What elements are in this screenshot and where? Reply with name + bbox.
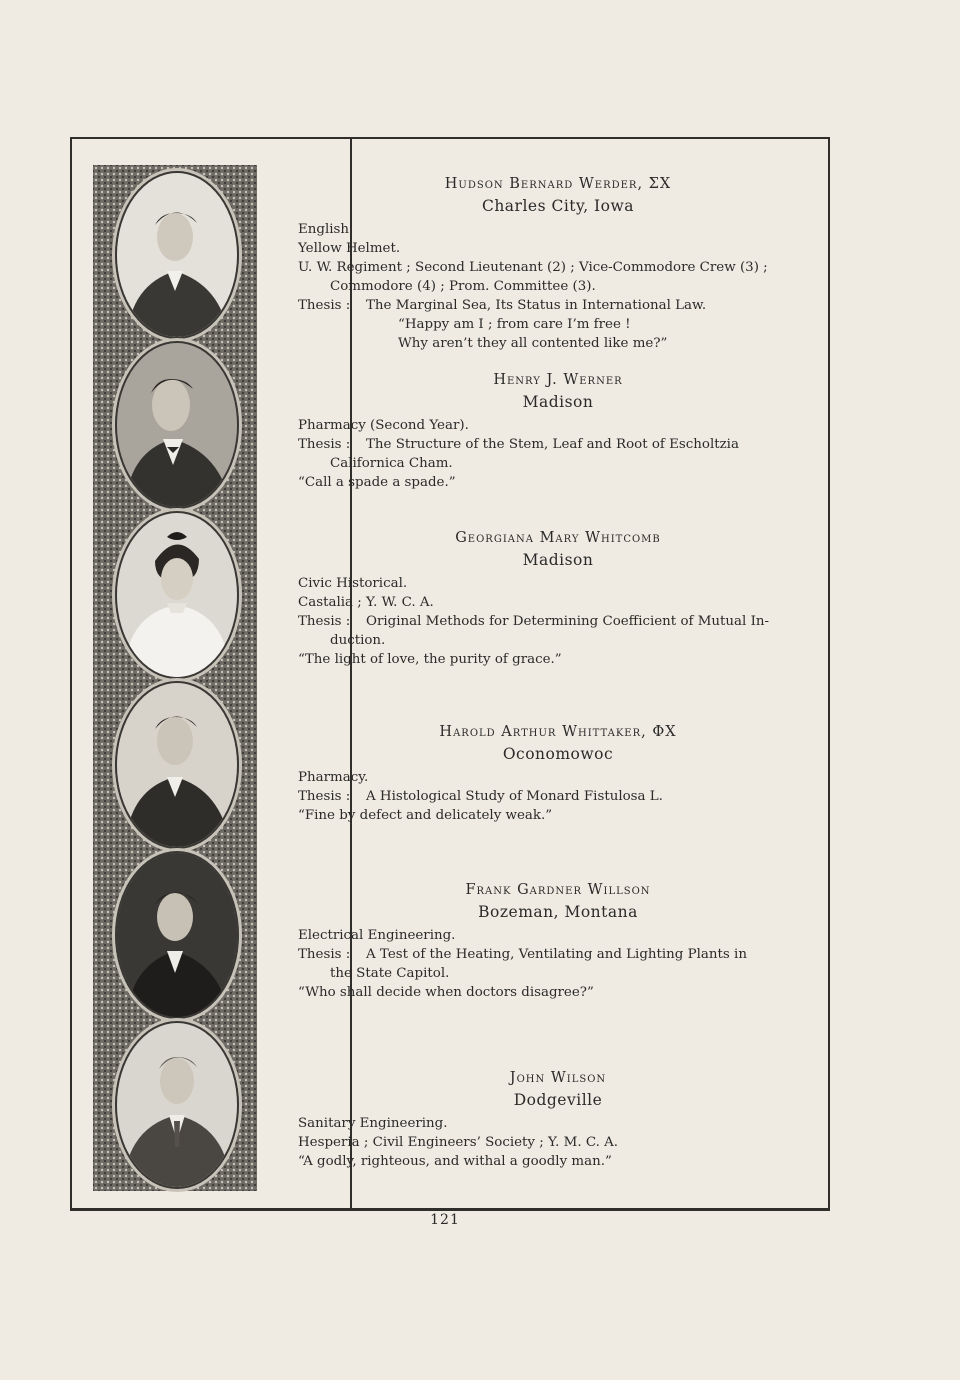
thesis-continuation: duction. <box>330 633 386 648</box>
entry-town: Dodgeville <box>513 1091 603 1109</box>
page-number: 121 <box>430 1212 460 1228</box>
entry-town: Bozeman, Montana <box>478 903 638 921</box>
entry-name: Hudson Bernard Werder, ΣX <box>444 176 672 192</box>
entry-town: Madison <box>522 551 594 569</box>
portrait-wilson <box>115 1021 239 1189</box>
entry-line: Civic Historical. <box>298 576 408 591</box>
entry-line: Pharmacy (Second Year). <box>298 418 469 433</box>
entry-werner <box>298 371 818 492</box>
thesis-text: A Histological Study of Monard Fistulosa L. <box>366 789 663 804</box>
entry-name: Frank Gardner Willson <box>465 882 651 898</box>
entry-line: Electrical Engineering. <box>298 928 456 943</box>
entry-thesis <box>298 296 818 315</box>
entry-thesis <box>298 435 818 454</box>
thesis-text: The Marginal Sea, Its Status in International Law. <box>366 298 707 313</box>
thesis-label: Thesis : <box>298 437 351 452</box>
thesis-label: Thesis : <box>298 614 351 629</box>
entry-thesis <box>298 787 818 806</box>
entry-quote: Why aren’t they all contented like me?” <box>398 336 668 351</box>
entry-quote: “The light of love, the purity of grace.” <box>298 652 562 667</box>
thesis-label: Thesis : <box>298 298 351 313</box>
thesis-continuation: Californica Cham. <box>330 456 453 471</box>
entry-werder <box>298 175 818 353</box>
thesis-label: Thesis : <box>298 789 351 804</box>
entry-line: U. W. Regiment ; Second Lieutenant (2) ; Vice-Commodore Crew (3) ; <box>298 260 768 275</box>
entry-line: Yellow Helmet. <box>298 241 401 256</box>
entry-town: Madison <box>522 393 594 411</box>
portrait-werner <box>115 341 239 509</box>
entry-name: Harold Arthur Whittaker, ΦX <box>439 724 677 740</box>
entry-town: Charles City, Iowa <box>481 197 635 215</box>
entry-line: Commodore (4) ; Prom. Committee (3). <box>330 279 596 294</box>
portrait-whittaker <box>115 681 239 849</box>
entry-line: Hesperia ; Civil Engineers’ Society ; Y. M. C. A. <box>298 1135 619 1150</box>
portrait-photo <box>117 513 237 677</box>
entry-whittaker <box>298 723 818 825</box>
portrait-whitcomb <box>115 511 239 679</box>
entry-town: Oconomowoc <box>502 745 614 763</box>
entry-willson <box>298 881 818 1002</box>
portrait-photo <box>117 173 237 337</box>
entry-name: Georgiana Mary Whitcomb <box>455 530 661 546</box>
entry-quote: “A godly, righteous, and withal a goodly man.” <box>298 1154 612 1169</box>
entry-name: Henry J. Werner <box>493 372 623 388</box>
entry-thesis <box>298 612 818 631</box>
entry-quote: “Call a spade a spade.” <box>298 475 456 490</box>
portrait-photo <box>117 853 237 1017</box>
thesis-continuation: the State Capitol. <box>330 966 450 981</box>
entry-quote: “Fine by defect and delicately weak.” <box>298 808 553 823</box>
portrait-photo <box>117 1023 237 1187</box>
portrait-strip <box>93 165 257 1191</box>
portrait-willson <box>115 851 239 1019</box>
thesis-text: A Test of the Heating, Ventilating and Lighting Plants in <box>366 947 747 962</box>
portrait-werder <box>115 171 239 339</box>
entry-line: Sanitary Engineering. <box>298 1116 448 1131</box>
entry-line: Castalia ; Y. W. C. A. <box>298 595 434 610</box>
entry-whitcomb <box>298 529 818 669</box>
thesis-text: Original Methods for Determining Coefficient of Mutual In- <box>366 614 770 629</box>
portrait-photo <box>117 343 237 507</box>
entry-quote: “Who shall decide when doctors disagree?” <box>298 985 594 1000</box>
entry-thesis <box>298 945 818 964</box>
entry-quote: “Happy am I ; from care I’m free ! <box>398 317 631 332</box>
entry-line: English. <box>298 222 354 237</box>
entry-wilson <box>298 1069 818 1171</box>
portrait-photo <box>117 683 237 847</box>
thesis-label: Thesis : <box>298 947 351 962</box>
entry-name: John Wilson <box>509 1070 607 1086</box>
thesis-text: The Structure of the Stem, Leaf and Root of Escholtzia <box>366 437 739 452</box>
entry-line: Pharmacy. <box>298 770 369 785</box>
page-frame <box>70 137 830 1211</box>
